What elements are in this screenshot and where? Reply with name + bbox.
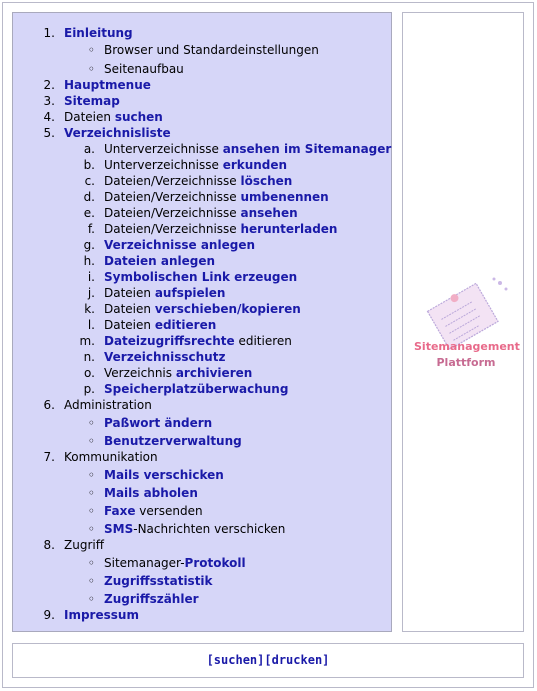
toc-plain-text: Zugriff	[64, 538, 104, 552]
toc-item[interactable]	[0, 556, 392, 570]
toc-item-marker: o.	[84, 366, 95, 380]
toc-item[interactable]	[0, 302, 392, 316]
toc-item-marker: ◦	[87, 592, 95, 606]
toc-plain-text: Kommunikation	[64, 450, 158, 464]
toc-item-label[interactable]	[64, 538, 104, 552]
toc-item-label[interactable]	[64, 94, 120, 108]
toc-link-text[interactable]: Zugriffsstatistik	[104, 574, 213, 588]
toc-plain-text: editieren	[234, 334, 292, 348]
toc-item-label[interactable]	[104, 62, 184, 76]
toc-link-text[interactable]: Sitemap	[64, 94, 120, 108]
toc-item-marker: ◦	[87, 434, 95, 448]
toc-item-label[interactable]	[64, 126, 171, 140]
toc-item-label[interactable]	[104, 43, 319, 57]
toc-item-label[interactable]	[104, 416, 212, 430]
toc-plain-text: Unterverzeichnisse	[104, 142, 223, 156]
toc-item-label[interactable]	[104, 486, 198, 500]
toc-item[interactable]	[0, 126, 392, 140]
toc-item[interactable]	[0, 238, 392, 252]
toc-link-text[interactable]: erkunden	[222, 158, 288, 172]
toc-item[interactable]	[0, 334, 392, 348]
toc-link-text[interactable]: verschieben/kopieren	[154, 302, 301, 316]
toc-item-label[interactable]	[104, 222, 337, 236]
toc-item-marker: h.	[83, 254, 95, 268]
toc-item-marker: ◦	[87, 62, 95, 76]
toc-item[interactable]	[0, 574, 392, 588]
toc-item-label[interactable]	[64, 450, 158, 464]
toc-item-marker: 4.	[43, 110, 55, 124]
toc-plain-text: Verzeichnis	[104, 366, 176, 380]
toc-item-label[interactable]	[104, 302, 301, 316]
toc-item[interactable]	[0, 78, 392, 92]
toc-item-label[interactable]	[104, 522, 285, 536]
toc-plain-text: Dateien	[64, 110, 115, 124]
toc-link-text[interactable]: Protokoll	[184, 556, 246, 570]
toc-item[interactable]	[0, 222, 392, 236]
toc-item-label[interactable]	[64, 110, 163, 124]
toc-item-marker: ◦	[87, 416, 95, 430]
toc-item[interactable]	[0, 190, 392, 204]
search-link[interactable]: [suchen]	[206, 653, 265, 667]
toc-item[interactable]	[0, 538, 392, 552]
toc-item[interactable]	[0, 398, 392, 412]
toc-item-marker: m.	[79, 334, 95, 348]
toc-item-label[interactable]	[104, 556, 246, 570]
toc-item[interactable]	[0, 486, 392, 500]
toc-item-marker: 7.	[43, 450, 55, 464]
toc-item-label[interactable]	[64, 78, 151, 92]
toc-link-text[interactable]: umbenennen	[240, 190, 329, 204]
toc-item-label[interactable]	[104, 158, 287, 172]
toc-item[interactable]	[0, 608, 392, 622]
toc-item-label[interactable]	[64, 398, 152, 412]
toc-item[interactable]	[0, 318, 392, 332]
toc-item-label[interactable]	[104, 238, 255, 252]
toc-item-marker: ◦	[87, 486, 95, 500]
toc-item-marker: e.	[83, 206, 95, 220]
toc-item[interactable]	[0, 468, 392, 482]
toc-plain-text: Dateien/Verzeichnisse	[104, 206, 241, 220]
toc-item[interactable]	[0, 174, 392, 188]
toc-plain-text: Sitemanager-	[104, 556, 185, 570]
toc-item-label[interactable]	[104, 366, 252, 380]
toc-item-marker: d.	[83, 190, 95, 204]
toc-item[interactable]	[0, 504, 392, 518]
toc-item-label[interactable]	[104, 334, 292, 348]
toc-item[interactable]	[0, 254, 392, 268]
toc-link-text[interactable]: suchen	[114, 110, 163, 124]
toc-plain-text: Dateien	[104, 286, 155, 300]
toc-link-text[interactable]: Zugriffszähler	[104, 592, 199, 606]
toc-link-text[interactable]: ansehen im Sitemanager	[222, 142, 392, 156]
footer-bar	[12, 643, 524, 678]
toc-item[interactable]	[0, 270, 392, 284]
toc-item[interactable]	[0, 158, 392, 172]
toc-item-marker: 3.	[43, 94, 55, 108]
toc-plain-text: Browser und Standardeinstellungen	[104, 43, 319, 57]
toc-link-text[interactable]: Mails abholen	[104, 486, 198, 500]
toc-link-text[interactable]: Dateien anlegen	[104, 254, 216, 268]
toc-plain-text: Dateien/Verzeichnisse	[104, 222, 241, 236]
toc-item[interactable]	[0, 416, 392, 430]
toc-item[interactable]	[0, 450, 392, 464]
toc-item-label[interactable]	[104, 206, 298, 220]
toc-item[interactable]	[0, 94, 392, 108]
toc-item-marker: ◦	[87, 574, 95, 588]
toc-item[interactable]	[0, 434, 392, 448]
toc-link-text[interactable]: Mails verschicken	[104, 468, 224, 482]
print-link[interactable]: [drucken]	[264, 653, 330, 667]
toc-item[interactable]	[0, 26, 392, 40]
toc-item-marker: j.	[87, 286, 95, 300]
toc-plain-text: Dateien	[104, 318, 155, 332]
toc-item-marker: 5.	[43, 126, 55, 140]
toc-item-label[interactable]	[64, 26, 133, 40]
toc-link-text[interactable]: Dateizugriffsrechte	[104, 334, 235, 348]
toc-item-label[interactable]	[104, 434, 242, 448]
toc-link-text[interactable]: Impressum	[64, 608, 139, 622]
toc-item-marker: 6.	[43, 398, 55, 412]
toc-item[interactable]	[0, 142, 392, 156]
toc-link-text[interactable]: Symbolischen Link erzeugen	[104, 270, 298, 284]
toc-item-marker: k.	[84, 302, 95, 316]
toc-item-marker: 1.	[43, 26, 55, 40]
toc-item-marker: ◦	[87, 468, 95, 482]
toc-item-marker: c.	[84, 174, 95, 188]
toc-item-marker: 2.	[43, 78, 55, 92]
toc-item-marker: g.	[83, 238, 95, 252]
toc-link-text[interactable]: ansehen	[240, 206, 298, 220]
toc-item[interactable]	[0, 350, 392, 364]
toc-plain-text: Dateien	[104, 302, 155, 316]
toc-item-label[interactable]	[104, 350, 225, 364]
toc-item-marker: b.	[83, 158, 95, 172]
toc-item-label[interactable]	[104, 254, 215, 268]
toc-item-label[interactable]	[104, 190, 329, 204]
toc-item-label[interactable]	[104, 468, 224, 482]
toc-link-text[interactable]: löschen	[240, 174, 293, 188]
toc-link-text[interactable]: Verzeichnisschutz	[104, 350, 226, 364]
toc-link-text[interactable]: Speicherplatzüberwachung	[104, 382, 289, 396]
toc-item-marker: i.	[87, 270, 95, 284]
toc-item[interactable]	[0, 110, 392, 124]
toc-item-label[interactable]	[104, 174, 292, 188]
toc-item-marker: ◦	[87, 522, 95, 536]
toc-link-text[interactable]: editieren	[154, 318, 217, 332]
toc-item-marker: 8.	[43, 538, 55, 552]
toc-item-marker: a.	[83, 142, 95, 156]
toc-link-text[interactable]: archivieren	[175, 366, 253, 380]
toc-item-label[interactable]	[104, 318, 216, 332]
toc-item-label[interactable]	[104, 142, 391, 156]
toc-item-marker: 9.	[43, 608, 55, 622]
toc-item-marker: ◦	[87, 43, 95, 57]
toc-item-marker: ◦	[87, 504, 95, 518]
toc-plain-text: Seitenaufbau	[104, 62, 184, 76]
toc-item-marker: ◦	[87, 556, 95, 570]
toc-plain-text: Unterverzeichnisse	[104, 158, 223, 172]
toc-item-label[interactable]	[104, 504, 203, 518]
toc-plain-text: -Nachrichten verschicken	[133, 522, 286, 536]
toc-item[interactable]	[0, 366, 392, 380]
toc-plain-text: Dateien/Verzeichnisse	[104, 174, 241, 188]
toc-item-marker: n.	[83, 350, 95, 364]
toc-link-text[interactable]: herunterladen	[240, 222, 338, 236]
toc-item-marker: l.	[87, 318, 95, 332]
toc-item-label[interactable]	[64, 608, 139, 622]
toc-item[interactable]	[0, 382, 392, 396]
toc-plain-text: versenden	[135, 504, 203, 518]
toc-link-text[interactable]: Verzeichnisliste	[64, 126, 171, 140]
toc-item[interactable]	[0, 592, 392, 606]
toc-item-marker: f.	[87, 222, 95, 236]
toc-link-text[interactable]: Faxe	[104, 504, 136, 518]
toc-item[interactable]	[0, 286, 392, 300]
toc-item-label[interactable]	[104, 592, 199, 606]
toc-link-text[interactable]: Einleitung	[64, 26, 133, 40]
toc-link-text[interactable]: aufspielen	[154, 286, 226, 300]
toc-link-text[interactable]: SMS	[104, 522, 134, 536]
toc-link-text[interactable]: Verzeichnisse anlegen	[104, 238, 256, 252]
logo-text-line1: Sitemanagement	[414, 340, 520, 353]
toc-item[interactable]	[0, 522, 392, 536]
toc-plain-text: Dateien/Verzeichnisse	[104, 190, 241, 204]
toc-link-text[interactable]: Paßwort ändern	[104, 416, 213, 430]
toc-plain-text: Administration	[64, 398, 152, 412]
toc-link-text[interactable]: Benutzerverwaltung	[104, 434, 242, 448]
logo-text-line2: Plattform	[436, 356, 496, 369]
toc-item[interactable]	[0, 43, 392, 57]
toc-item-label[interactable]	[104, 574, 213, 588]
toc-item-label[interactable]	[104, 382, 288, 396]
toc-item[interactable]	[0, 206, 392, 220]
toc-item-marker: p.	[83, 382, 95, 396]
toc-item-label[interactable]	[104, 270, 297, 284]
toc-link-text[interactable]: Hauptmenue	[64, 78, 151, 92]
toc-item[interactable]	[0, 62, 392, 76]
toc-item-label[interactable]	[104, 286, 225, 300]
